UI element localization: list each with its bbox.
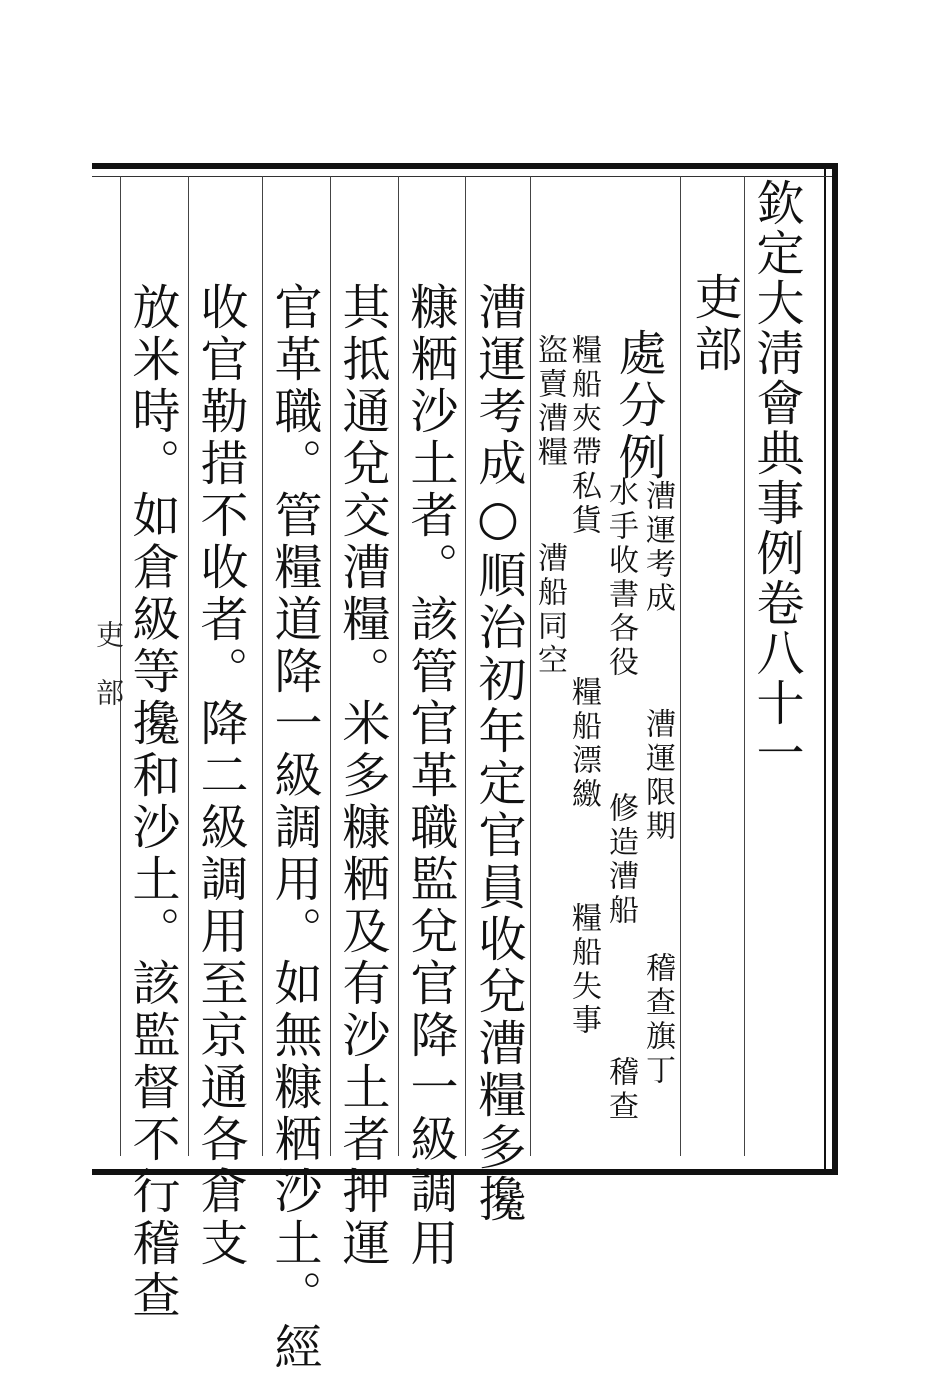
body-line: 放米時。如倉級等攙和沙土。該監督不行稽查 [124,282,180,1322]
toc-entry: 稽查旗丁 [640,952,675,1088]
column-rule [188,176,189,1156]
body-line: 官革職。管糧道降一級調用。如無糠粞沙土。經 [266,282,322,1374]
column-rule [530,176,531,1156]
frame-inner-rule [92,176,832,177]
column-rule [465,176,466,1156]
margin-label: 吏部 [92,620,125,736]
body-line: 漕運考成○順治初年定官員收兌漕糧多攙 [470,282,526,1226]
toc-entry: 糧船失事 [566,902,601,1038]
toc-entry: 漕運限期 [640,708,675,844]
column-rule [680,176,681,1156]
toc-entry: 水手收書各役 [603,476,638,680]
column-rule [398,176,399,1156]
toc-entry: 糧船夾帶私貨 [566,334,601,538]
body-line: 糠粞沙土者。該管官革職監兌官降一級調用 [402,282,458,1270]
toc-entry: 盜賣漕糧 [532,334,567,470]
toc-entry: 糧船漂繳 [566,676,601,812]
toc-entry: 稽查 [603,1056,638,1124]
section-heading: 處分例 [610,328,666,484]
department-heading: 吏部 [686,272,742,376]
body-line: 收官勒措不收者。降二級調用至京通各倉支 [192,282,248,1270]
document-title: 欽定大淸會典事例卷八十一 [748,178,804,778]
column-rule [744,176,745,1156]
column-rule [330,176,331,1156]
body-line: 其抵通兌交漕糧。米多糠粞及有沙土者押運 [334,282,390,1270]
toc-entry: 修造漕船 [603,792,638,928]
toc-entry: 漕運考成 [640,480,675,616]
column-rule [262,176,263,1156]
toc-entry: 漕船同空 [532,542,567,678]
